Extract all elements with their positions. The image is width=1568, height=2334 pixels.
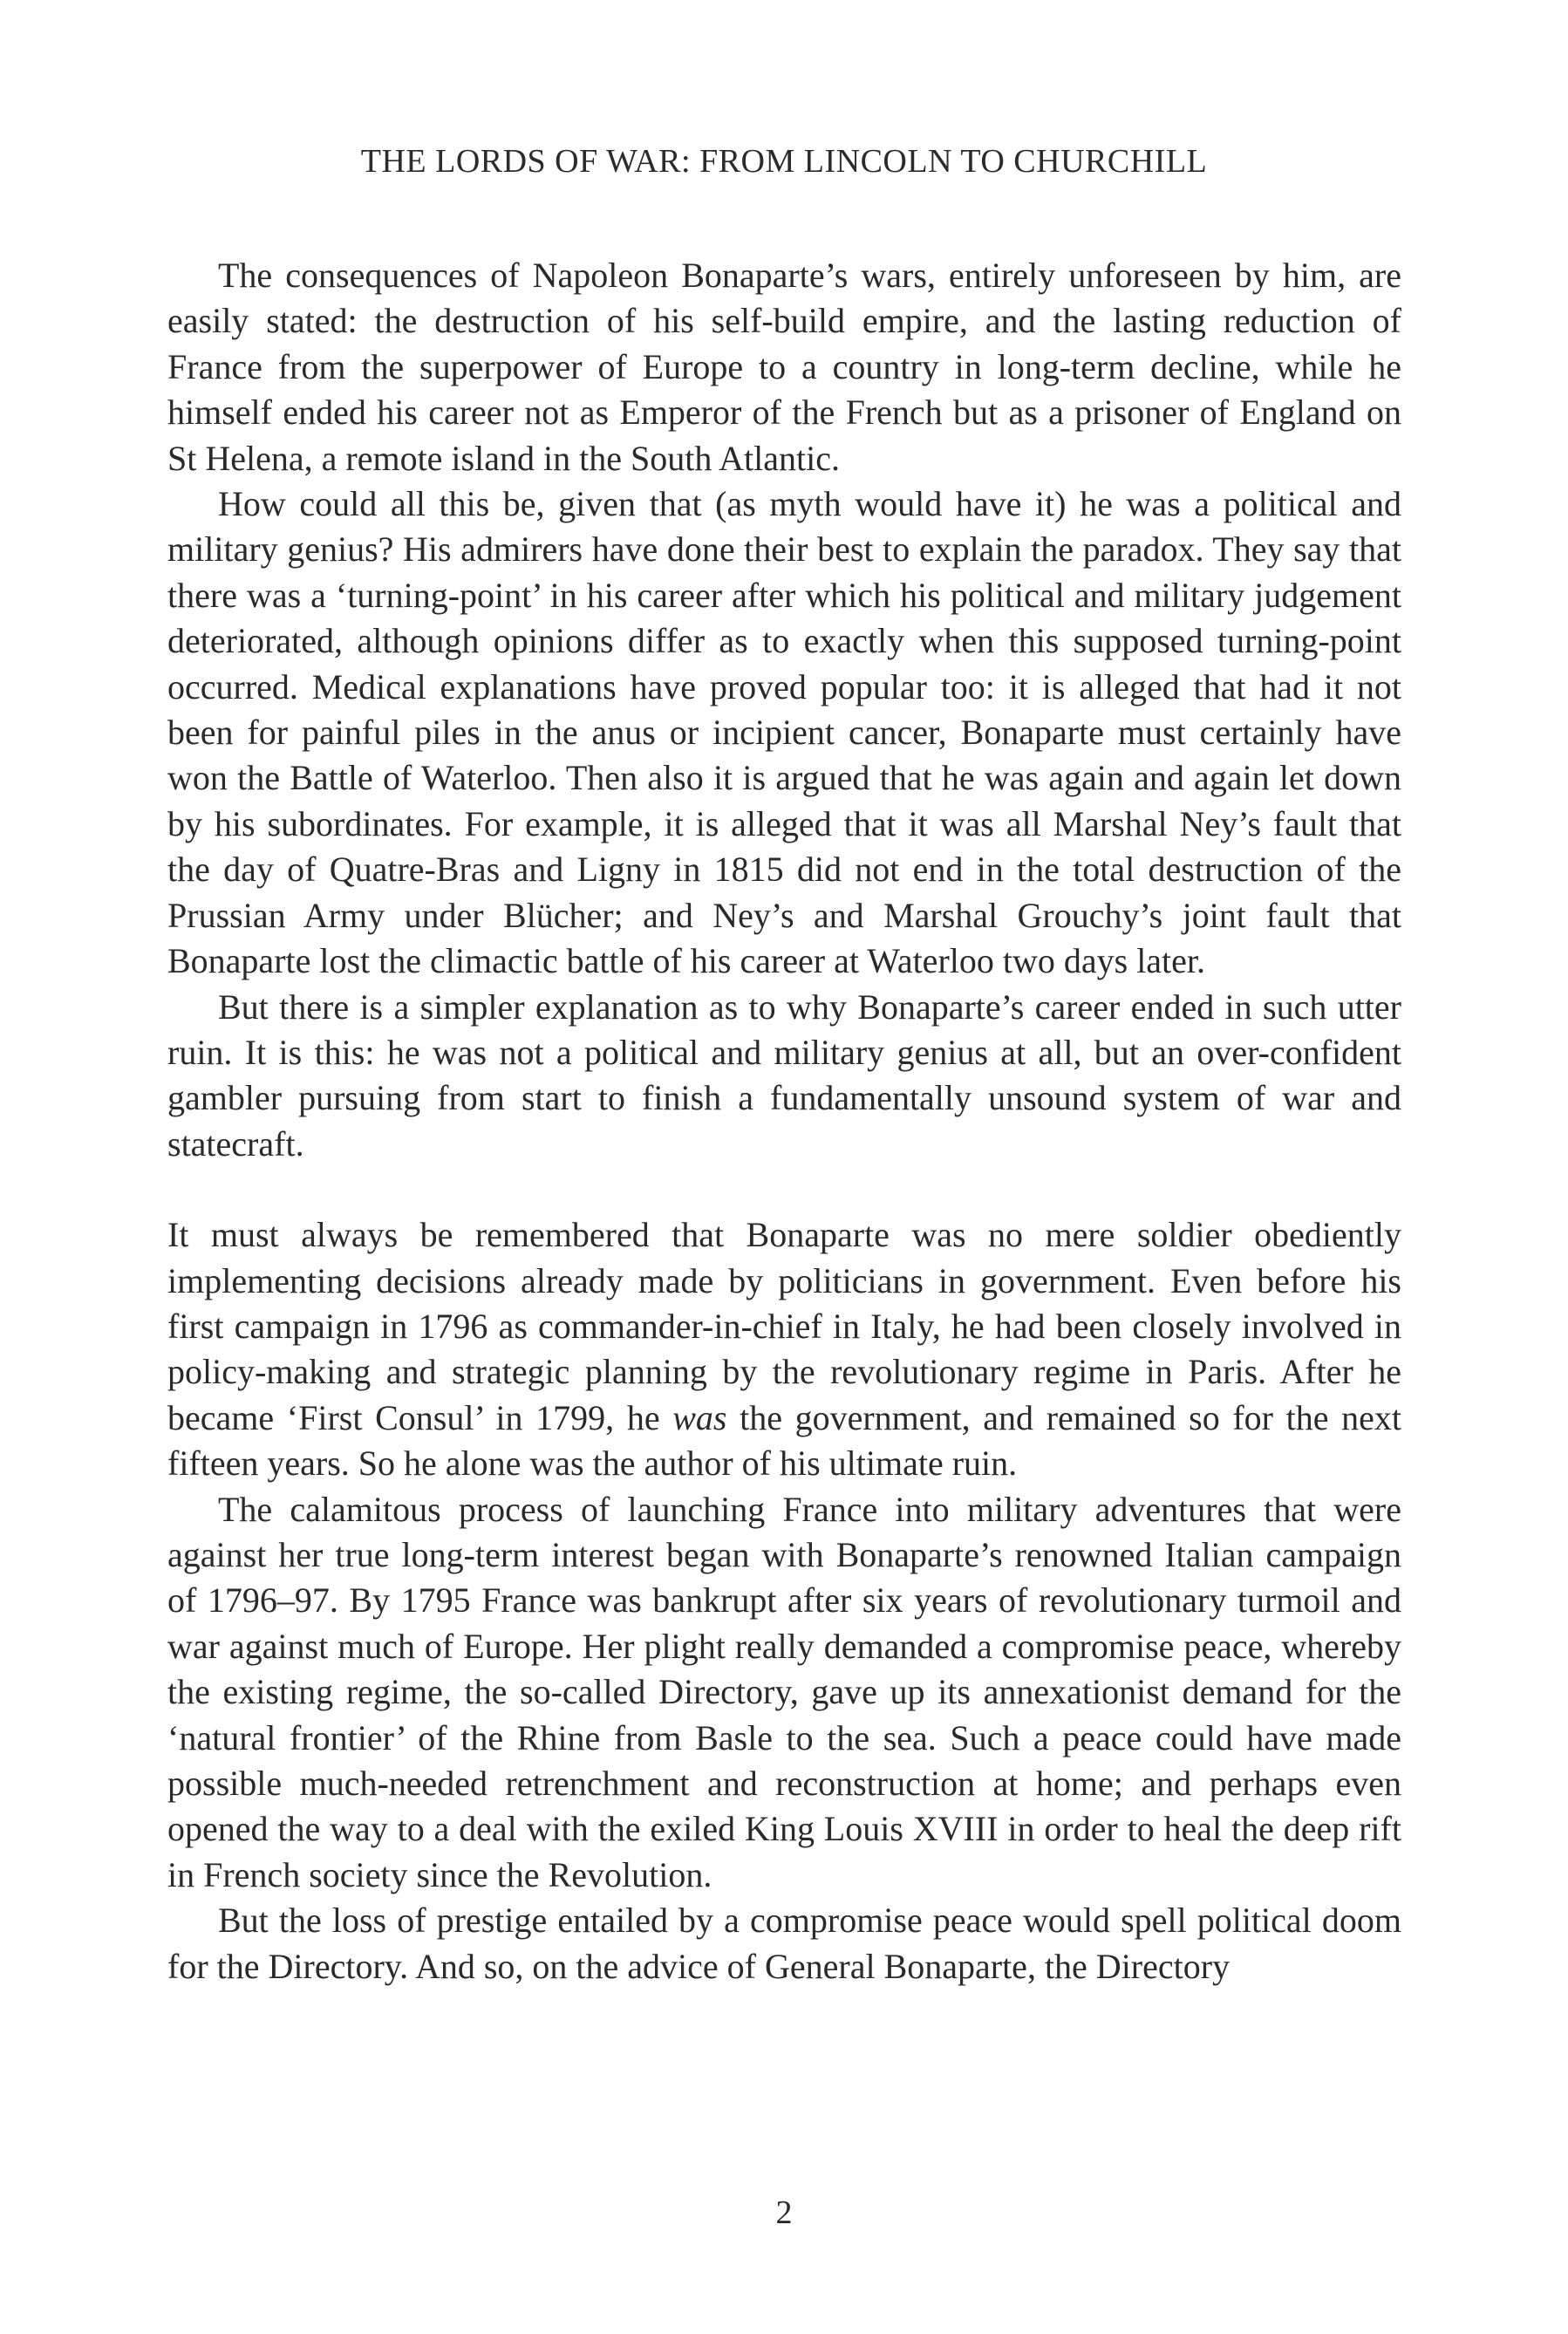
- emphasis-was: was: [672, 1397, 727, 1437]
- body-text: [167, 253, 1401, 1989]
- paragraph-5: The calamitous process of launching France into military adventures that were against her true long-term interest began with Bonaparte’s renowned Italian campaign of 1796–97. By 1795 France was bankrupt after six years of revolutionary turmoil and war against much of Europe. Her plight really demanded a compromise peace, whereby the existing regime, the so-called Directory, gave up its annexationist demand for the ‘natural frontier’ of the Rhine from Basle to the sea. Such a peace could have made possible much-needed retrenchment and reconstruction at home; and perhaps even opened the way to a deal with the exiled King Louis XVIII in order to heal the deep rift in French society since the Revolution.: [167, 1489, 1401, 1894]
- page-number: 2: [775, 2194, 793, 2231]
- paragraph-3: But there is a simpler explanation as to why Bonaparte’s career ended in such utter ruin. It is this: he was not a political and military genius at all, but an over-confident gambler pursuing from start to finish a fundamentally unsound system of war and statecraft.: [167, 986, 1401, 1164]
- running-head: THE LORDS OF WAR: FROM LINCOLN TO CHURCHILL: [360, 143, 1208, 180]
- paragraph-4-start: It must always be remembered that Bonaparte was no mere soldier obediently implementing decisions already made by politicians in government. Even before his first campaign in 1796 as commander-in-chief in Italy, he had been closely involved in policy-making and strategic planning by the revolutionary regime in Paris. After he became ‘First Consul’ in 1799, he: [167, 1215, 1401, 1437]
- paragraph-4: [167, 1212, 1401, 1486]
- paragraph-1: The consequences of Napoleon Bonaparte’s wars, entirely unforeseen by him, are easily stated: the destruction of his self-build empire, and the lasting reduction of France from the superpower of Europe to a country in long-term decline, while he himself ended his career not as Emperor of the French but as a prisoner of England on St Helena, a remote island in the South Atlantic.: [167, 256, 1401, 478]
- paragraph-6: But the loss of prestige entailed by a compromise peace would spell political doom for the Directory. And so, on the advice of General Bonaparte, the Directory: [167, 1901, 1401, 1986]
- paragraph-2: How could all this be, given that (as myth would have it) he was a political and military genius? His admirers have done their best to explain the paradox. They say that there was a ‘turning-point’ in his career after which his political and military judgement deteriorated, although opinions differ as to exactly when this supposed turning-point occurred. Medical explanations have proved popular too: it is alleged that had it not been for painful piles in the anus or incipient cancer, Bonaparte must certainly have won the Battle of Waterloo. Then also it is argued that he was again and again let down by his subordinates. For example, it is alleged that it was all Marshal Ney’s fault that the day of Quatre-Bras and Ligny in 1815 did not end in the total destruction of the Prussian Army under Blücher; and Ney’s and Marshal Grouchy’s joint fault that Bonaparte lost the climactic battle of his career at Waterloo two days later.: [167, 484, 1401, 981]
- paragraph-4-end: the government, and remained so for the next fifteen years. So he alone was the author of his ultimate ruin.: [167, 1397, 1401, 1484]
